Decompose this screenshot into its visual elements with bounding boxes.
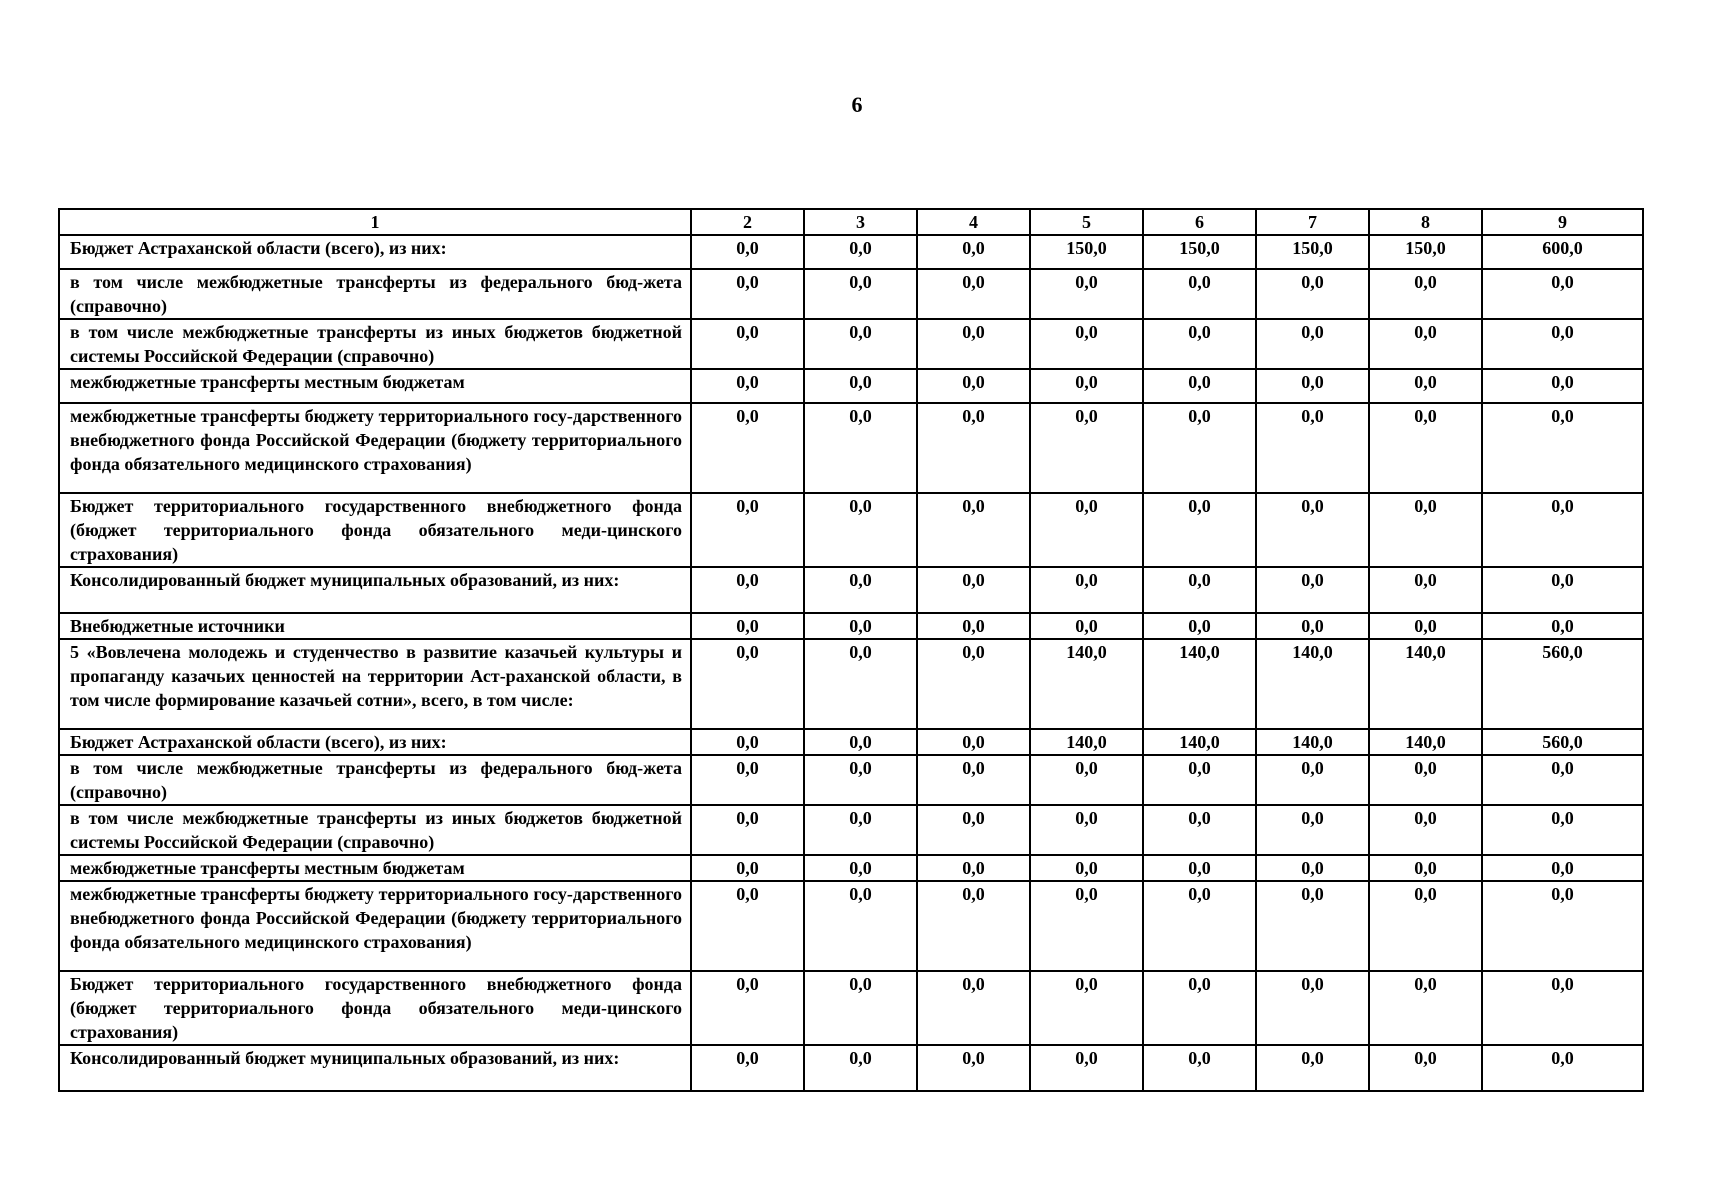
cell-value: 150,0	[1030, 235, 1143, 269]
cell-value: 0,0	[1256, 971, 1369, 1045]
cell-value: 140,0	[1369, 729, 1482, 755]
cell-value: 0,0	[1369, 403, 1482, 493]
cell-value: 140,0	[1030, 729, 1143, 755]
table-row	[59, 971, 1643, 1045]
cell-value: 0,0	[1030, 269, 1143, 319]
cell-value: 0,0	[1482, 855, 1643, 881]
cell-value: 0,0	[1256, 269, 1369, 319]
cell-value: 0,0	[1030, 1045, 1143, 1091]
column-header: 6	[1143, 209, 1256, 235]
cell-value: 0,0	[1143, 269, 1256, 319]
table-body	[59, 235, 1643, 1091]
cell-value: 0,0	[1369, 567, 1482, 613]
cell-value: 0,0	[1030, 855, 1143, 881]
cell-value: 0,0	[804, 269, 917, 319]
cell-value: 0,0	[1030, 493, 1143, 567]
cell-value: 0,0	[917, 369, 1030, 403]
header-row	[59, 209, 1643, 235]
cell-value: 0,0	[917, 235, 1030, 269]
cell-value: 0,0	[1143, 493, 1256, 567]
cell-value: 600,0	[1482, 235, 1643, 269]
cell-value: 0,0	[804, 639, 917, 729]
cell-value: 0,0	[804, 1045, 917, 1091]
cell-value: 0,0	[1482, 755, 1643, 805]
cell-value: 0,0	[1369, 971, 1482, 1045]
cell-value: 0,0	[804, 235, 917, 269]
cell-value: 0,0	[804, 613, 917, 639]
cell-value: 0,0	[1482, 881, 1643, 971]
cell-value: 0,0	[804, 319, 917, 369]
column-header: 7	[1256, 209, 1369, 235]
cell-value: 0,0	[1256, 493, 1369, 567]
row-label: межбюджетные трансферты местным бюджетам	[59, 369, 691, 403]
cell-value: 0,0	[1256, 755, 1369, 805]
cell-value: 0,0	[1143, 403, 1256, 493]
cell-value: 0,0	[1256, 1045, 1369, 1091]
cell-value: 0,0	[1369, 855, 1482, 881]
cell-value: 0,0	[1482, 493, 1643, 567]
cell-value: 0,0	[691, 319, 804, 369]
cell-value: 0,0	[1482, 805, 1643, 855]
cell-value: 0,0	[917, 613, 1030, 639]
table-row	[59, 269, 1643, 319]
column-header: 8	[1369, 209, 1482, 235]
cell-value: 0,0	[1143, 805, 1256, 855]
cell-value: 0,0	[1369, 269, 1482, 319]
table-row	[59, 613, 1643, 639]
cell-value: 0,0	[691, 639, 804, 729]
row-label: Бюджет Астраханской области (всего), из них:	[59, 729, 691, 755]
cell-value: 0,0	[1030, 805, 1143, 855]
cell-value: 0,0	[1369, 1045, 1482, 1091]
cell-value: 0,0	[691, 403, 804, 493]
cell-value: 0,0	[1256, 567, 1369, 613]
cell-value: 0,0	[1256, 613, 1369, 639]
cell-value: 0,0	[1369, 881, 1482, 971]
cell-value: 0,0	[1369, 319, 1482, 369]
cell-value: 0,0	[691, 613, 804, 639]
cell-value: 0,0	[804, 729, 917, 755]
table-row	[59, 319, 1643, 369]
cell-value: 0,0	[1143, 319, 1256, 369]
cell-value: 0,0	[1256, 881, 1369, 971]
cell-value: 0,0	[1369, 493, 1482, 567]
cell-value: 140,0	[1143, 729, 1256, 755]
cell-value: 0,0	[917, 729, 1030, 755]
table-row	[59, 235, 1643, 269]
cell-value: 0,0	[1256, 805, 1369, 855]
cell-value: 0,0	[1482, 403, 1643, 493]
cell-value: 0,0	[804, 403, 917, 493]
cell-value: 0,0	[917, 805, 1030, 855]
cell-value: 560,0	[1482, 729, 1643, 755]
column-header: 2	[691, 209, 804, 235]
cell-value: 0,0	[804, 567, 917, 613]
page-number: 6	[851, 92, 863, 117]
table-row	[59, 881, 1643, 971]
cell-value: 0,0	[691, 493, 804, 567]
cell-value: 150,0	[1369, 235, 1482, 269]
table-row	[59, 493, 1643, 567]
cell-value: 0,0	[1482, 971, 1643, 1045]
cell-value: 0,0	[691, 269, 804, 319]
cell-value: 0,0	[691, 755, 804, 805]
cell-value: 0,0	[1030, 613, 1143, 639]
table-row	[59, 805, 1643, 855]
table-row	[59, 369, 1643, 403]
cell-value: 0,0	[1143, 1045, 1256, 1091]
cell-value: 0,0	[804, 971, 917, 1045]
cell-value: 0,0	[917, 881, 1030, 971]
cell-value: 150,0	[1256, 235, 1369, 269]
cell-value: 0,0	[804, 493, 917, 567]
cell-value: 0,0	[691, 881, 804, 971]
row-label: в том числе межбюджетные трансферты из иных бюджетов бюджетной системы Российской Федерации (справочно)	[59, 319, 691, 369]
row-label: Внебюджетные источники	[59, 613, 691, 639]
cell-value: 0,0	[1369, 755, 1482, 805]
cell-value: 0,0	[1482, 319, 1643, 369]
cell-value: 140,0	[1256, 729, 1369, 755]
cell-value: 140,0	[1143, 639, 1256, 729]
column-header: 4	[917, 209, 1030, 235]
table-row	[59, 567, 1643, 613]
cell-value: 0,0	[1143, 755, 1256, 805]
row-label: межбюджетные трансферты бюджету территориального госу-дарственного внебюджетного фонда Российской Федерации (бюджету территориального фонда обязательного медицинского страхования)	[59, 403, 691, 493]
cell-value: 0,0	[1143, 881, 1256, 971]
cell-value: 0,0	[1369, 805, 1482, 855]
cell-value: 0,0	[804, 805, 917, 855]
cell-value: 0,0	[1030, 403, 1143, 493]
row-label: Консолидированный бюджет муниципальных образований, из них:	[59, 567, 691, 613]
cell-value: 0,0	[1143, 613, 1256, 639]
column-header: 5	[1030, 209, 1143, 235]
row-label: в том числе межбюджетные трансферты из иных бюджетов бюджетной системы Российской Федерации (справочно)	[59, 805, 691, 855]
cell-value: 0,0	[1482, 613, 1643, 639]
cell-value: 0,0	[917, 567, 1030, 613]
cell-value: 0,0	[1030, 971, 1143, 1045]
cell-value: 0,0	[1482, 1045, 1643, 1091]
row-label: межбюджетные трансферты местным бюджетам	[59, 855, 691, 881]
cell-value: 0,0	[917, 493, 1030, 567]
cell-value: 0,0	[804, 369, 917, 403]
cell-value: 0,0	[691, 235, 804, 269]
row-label: Консолидированный бюджет муниципальных образований, из них:	[59, 1045, 691, 1091]
cell-value: 0,0	[1143, 855, 1256, 881]
cell-value: 0,0	[691, 369, 804, 403]
cell-value: 0,0	[1482, 269, 1643, 319]
cell-value: 0,0	[1369, 613, 1482, 639]
cell-value: 0,0	[1143, 567, 1256, 613]
cell-value: 0,0	[1482, 369, 1643, 403]
cell-value: 0,0	[1030, 755, 1143, 805]
cell-value: 0,0	[1030, 567, 1143, 613]
cell-value: 0,0	[1143, 369, 1256, 403]
cell-value: 0,0	[1030, 881, 1143, 971]
cell-value: 0,0	[691, 729, 804, 755]
cell-value: 0,0	[917, 403, 1030, 493]
column-header: 1	[59, 209, 691, 235]
cell-value: 0,0	[691, 971, 804, 1045]
table-row	[59, 755, 1643, 805]
table-row	[59, 729, 1643, 755]
cell-value: 0,0	[804, 755, 917, 805]
row-label: Бюджет территориального государственного внебюджетного фонда (бюджет территориального фонда обязательного меди-цинского страхования)	[59, 493, 691, 567]
cell-value: 0,0	[1030, 369, 1143, 403]
cell-value: 0,0	[804, 881, 917, 971]
cell-value: 0,0	[917, 971, 1030, 1045]
cell-value: 0,0	[1256, 855, 1369, 881]
budget-table	[58, 208, 1644, 1092]
cell-value: 0,0	[1143, 971, 1256, 1045]
cell-value: 0,0	[917, 639, 1030, 729]
cell-value: 150,0	[1143, 235, 1256, 269]
cell-value: 0,0	[1256, 403, 1369, 493]
cell-value: 0,0	[917, 319, 1030, 369]
column-header: 9	[1482, 209, 1643, 235]
cell-value: 0,0	[917, 755, 1030, 805]
table-row	[59, 855, 1643, 881]
cell-value: 0,0	[1256, 369, 1369, 403]
row-label: в том числе межбюджетные трансферты из федерального бюд-жета (справочно)	[59, 755, 691, 805]
table-row	[59, 403, 1643, 493]
table-row	[59, 639, 1643, 729]
cell-value: 0,0	[804, 855, 917, 881]
cell-value: 0,0	[917, 1045, 1030, 1091]
cell-value: 0,0	[1482, 567, 1643, 613]
row-label: Бюджет Астраханской области (всего), из них:	[59, 235, 691, 269]
cell-value: 0,0	[917, 269, 1030, 319]
cell-value: 140,0	[1256, 639, 1369, 729]
row-label: 5 «Вовлечена молодежь и студенчество в развитие казачьей культуры и пропаганду казачьих ценностей на территории Аст-раханской области, в том числе формирование казачьей сотни», всего, в том числе:	[59, 639, 691, 729]
cell-value: 140,0	[1369, 639, 1482, 729]
row-label: межбюджетные трансферты бюджету территориального госу-дарственного внебюджетного фонда Российской Федерации (бюджету территориального фонда обязательного медицинского страхования)	[59, 881, 691, 971]
cell-value: 0,0	[1256, 319, 1369, 369]
cell-value: 0,0	[691, 855, 804, 881]
cell-value: 0,0	[691, 805, 804, 855]
cell-value: 0,0	[1030, 319, 1143, 369]
cell-value: 0,0	[1369, 369, 1482, 403]
table-row	[59, 1045, 1643, 1091]
cell-value: 0,0	[917, 855, 1030, 881]
row-label: в том числе межбюджетные трансферты из федерального бюд-жета (справочно)	[59, 269, 691, 319]
cell-value: 140,0	[1030, 639, 1143, 729]
cell-value: 0,0	[691, 567, 804, 613]
cell-value: 560,0	[1482, 639, 1643, 729]
column-header: 3	[804, 209, 917, 235]
row-label: Бюджет территориального государственного внебюджетного фонда (бюджет территориального фонда обязательного меди-цинского страхования)	[59, 971, 691, 1045]
cell-value: 0,0	[691, 1045, 804, 1091]
